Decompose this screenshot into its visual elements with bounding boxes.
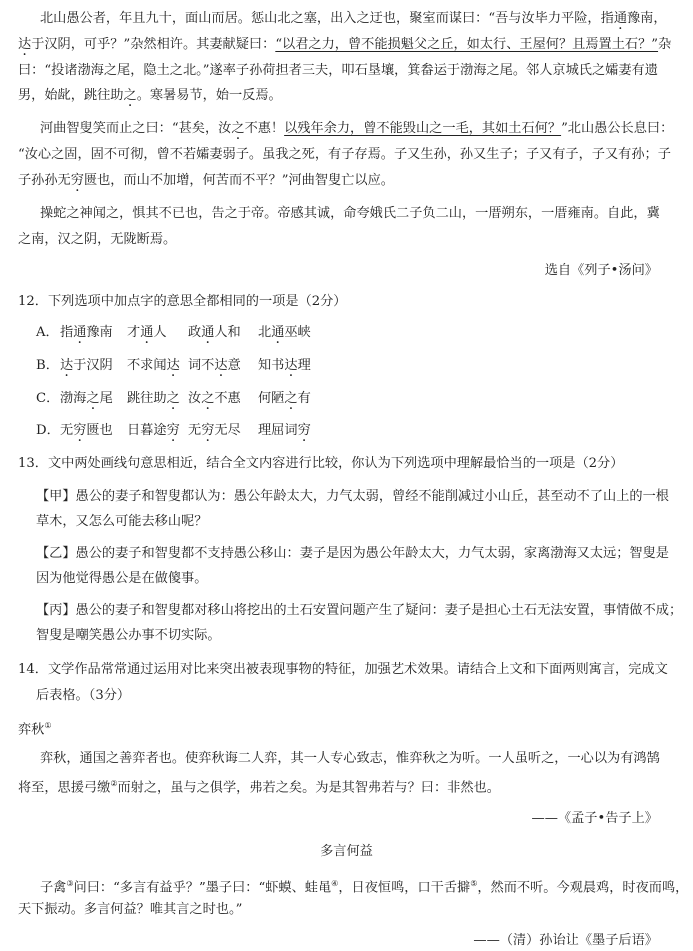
dotted-char: 通 xyxy=(271,325,285,340)
dotted-char: 之 xyxy=(166,391,180,406)
yiqiu-line xyxy=(40,750,660,768)
dotted-char: 达 xyxy=(214,358,228,373)
q12-option-item xyxy=(188,324,241,342)
q12-option-item xyxy=(188,390,241,408)
text-run: 人和 xyxy=(214,325,241,340)
text-run: “汝心之固，固不可彻，曾不若孀妻弱子。虽我之死，有子存焉。子又生孙，孙又生子；子又有子，子又有孙；子 xyxy=(18,147,671,162)
q12-stem: 12．下列选项中加点字的意思全都相同的一项是（2分） xyxy=(18,294,347,309)
dotted-char: 达 xyxy=(60,358,74,373)
dotted-char: 穷 xyxy=(70,173,84,188)
passage-p1-line xyxy=(18,87,282,105)
dotted-char: 之 xyxy=(231,121,245,136)
dotted-char: 通 xyxy=(613,11,627,26)
text-run: 巫峡 xyxy=(284,325,311,340)
dotted-char: 通 xyxy=(201,325,215,340)
text-run: 北山愚公者，年且九十，面山而居。惩山北之塞，出入之迂也，聚室而谋曰：“吾与汝毕力平险，指 xyxy=(40,11,614,26)
text-run: 之南，汉之阴，无陇断焉。 xyxy=(18,232,177,247)
q12-option-item xyxy=(188,357,241,375)
text-run: 曰：“投诸渤海之尾，隐土之北。”遂率子孙荷担者三夫，叩石垦壤，箕畚运于渤海之尾。邻人京城氏之孀妻有遗 xyxy=(18,63,658,78)
text-run: 知书 xyxy=(258,358,285,373)
text-run: 操蛇之神闻之，惧其不已也，告之于帝。帝感其诚，命夸娥氏二子负二山，一厝朔东，一厝雍南。自此，冀 xyxy=(40,206,660,221)
text-run: 人 xyxy=(153,325,167,340)
q13-stem: 13．文中两处画线句意思相近，结合全文内容进行比较，你认为下列选项中理解最恰当的一项是（2分） xyxy=(18,456,624,471)
text-run: 无 xyxy=(188,423,202,438)
q13-option-line: 【甲】愚公的妻子和智叟都认为：愚公年龄太大，力气太弱，曾经不能削减过小山丘，甚至动不了山上的一根 xyxy=(36,489,669,504)
dotted-char: 之 xyxy=(201,391,215,406)
duoyan-title: 多言何益 xyxy=(320,844,373,859)
text-run: 问曰：“多言有益乎？”墨子曰：“虾蟆、蛙黾 xyxy=(73,880,332,896)
underlined-sentence: 以残年余力，曾不能毁山之一毛，其如土石何？ xyxy=(284,121,562,136)
text-run: ③ xyxy=(66,879,74,888)
text-run: 子禽 xyxy=(40,880,67,896)
passage-p3-line xyxy=(18,231,176,249)
text-run: 杂 xyxy=(658,37,672,52)
text-run: 于汉阴 xyxy=(73,358,113,373)
q12-option-item xyxy=(188,422,241,440)
text-run: 无尽 xyxy=(214,423,241,438)
text-run: ，然而不听。今观晨鸡，时夜而鸣， xyxy=(477,880,689,896)
text-run: 不惠！ xyxy=(244,121,285,136)
dotted-char: 穷 xyxy=(201,423,215,438)
dotted-char: 达 xyxy=(18,37,32,52)
dotted-char: 通 xyxy=(73,325,87,340)
passage-source: 选自《列子•汤问》 xyxy=(544,263,658,278)
text-run: 子孙孙无 xyxy=(18,173,71,188)
dotted-char: 达 xyxy=(166,358,180,373)
text-run: 政 xyxy=(188,325,202,340)
dotted-char: 穷 xyxy=(297,423,311,438)
text-run: 汝 xyxy=(188,391,202,406)
dotted-char: 之 xyxy=(284,391,298,406)
text-run: 天下振动。多言何益？唯其言之时也。” xyxy=(18,902,243,917)
q12-option-label: C． xyxy=(36,391,60,406)
passage-p2-line xyxy=(18,172,394,190)
q12-option-item xyxy=(60,422,113,440)
duoyan-line xyxy=(18,901,242,919)
dotted-char: 通 xyxy=(140,325,154,340)
passage-p1-line xyxy=(40,10,667,28)
q12-option-label: B． xyxy=(36,358,59,373)
text-run: 北 xyxy=(258,325,272,340)
text-run: 日暮途 xyxy=(127,423,167,438)
text-run: 跳往助 xyxy=(127,391,167,406)
text-run: 将至，思援弓缴 xyxy=(18,780,111,796)
text-run: 豫南 xyxy=(86,325,113,340)
passage-p3-line xyxy=(40,205,660,223)
text-run: ”北山愚公长息曰： xyxy=(561,121,674,136)
text-run: ② xyxy=(110,779,118,788)
yiqiu-source: ——《孟子•告子上》 xyxy=(531,811,658,826)
duoyan-source: ——（清）孙诒让《墨子后语》 xyxy=(473,933,658,948)
q12-option-item xyxy=(60,324,113,342)
q14-stem: 后表格。（3分） xyxy=(36,688,131,703)
text-run: 男，始龀，跳往助 xyxy=(18,88,124,103)
q13-option-line: 草木，又怎么可能去移山呢？ xyxy=(36,514,208,529)
underlined-sentence: “以君之力，曾不能损魁父之丘，如太行、王屋何？且焉置土石？” xyxy=(275,37,659,52)
yiqiu-title xyxy=(18,717,52,739)
q12-option-item xyxy=(127,324,167,342)
passage-p1-line xyxy=(18,36,671,54)
q12-option-item xyxy=(258,324,311,342)
q12-option-item xyxy=(258,390,311,408)
q13-option-line: 智叟是嘲笑愚公办事不切实际。 xyxy=(36,628,221,643)
dotted-char: 达 xyxy=(284,358,298,373)
q13-option-line: 【乙】愚公的妻子和智叟都不支持愚公移山：妻子是因为愚公年龄太大，力气太弱，家离渤海又太远；智叟是 xyxy=(36,546,669,561)
text-run: 何陋 xyxy=(258,391,285,406)
text-run: 理 xyxy=(297,358,311,373)
text-run: 匮也 xyxy=(86,423,113,438)
text-run: 尾 xyxy=(99,391,113,406)
text-run: 无 xyxy=(60,423,74,438)
q12-option-item xyxy=(60,390,113,408)
text-run: 词不 xyxy=(188,358,215,373)
q12-option-item xyxy=(258,422,311,440)
q12-option-item xyxy=(127,357,180,375)
dotted-char: 穷 xyxy=(166,423,180,438)
yiqiu-line xyxy=(18,775,500,797)
passage-p2-line xyxy=(18,146,671,164)
text-run: 河曲智叟笑而止之曰：“甚矣，汝 xyxy=(40,121,232,136)
q12-option-item xyxy=(258,357,311,375)
dotted-char: 之 xyxy=(86,391,100,406)
dotted-char: 之 xyxy=(123,88,137,103)
q13-option-line: 【丙】愚公的妻子和智叟都对移山将挖出的土石安置问题产生了疑问：妻子是担心土石无法安置，事情做不成； xyxy=(36,603,683,618)
passage-p2-line xyxy=(40,120,673,138)
text-run: ⑤ xyxy=(470,879,478,888)
text-run: 渤海 xyxy=(60,391,87,406)
text-run: 有 xyxy=(297,391,311,406)
text-run: 而射之，虽与之俱学，弗若之矣。为是其智弗若与？曰：非然也。 xyxy=(117,780,500,796)
dotted-char: 穷 xyxy=(73,423,87,438)
q12-option-item xyxy=(127,422,180,440)
passage-p1-line xyxy=(18,62,658,80)
text-run: 才 xyxy=(127,325,141,340)
text-run: 不求闻 xyxy=(127,358,167,373)
text-run: ，日夜恒鸣，口干舌擗 xyxy=(338,880,471,896)
text-run: 。寒暑易节，始一反焉。 xyxy=(136,88,282,103)
text-run: 于汉阴，可乎？”杂然相许。其妻献疑曰： xyxy=(31,37,276,52)
text-run: ④ xyxy=(331,879,339,888)
text-run: ① xyxy=(44,721,52,730)
q14-stem: 14．文学作品常常通过运用对比来突出被表现事物的特征，加强艺术效果。请结合上文和下面两则寓言，完成文 xyxy=(18,662,668,677)
text-run: 匮也，而山不加增，何苦而不平？”河曲智叟亡以应。 xyxy=(83,173,394,188)
q12-option-item xyxy=(127,390,180,408)
text-run: 不惠 xyxy=(214,391,241,406)
text-run: 弈秋 xyxy=(18,722,45,738)
q13-option-line: 因为他觉得愚公是在做傻事。 xyxy=(36,571,208,586)
duoyan-line xyxy=(40,875,688,897)
text-run: 弈秋，通国之善弈者也。使弈秋诲二人弈，其一人专心致志，惟弈秋之为听。一人虽听之，一心以为有鸿鹄 xyxy=(40,751,660,766)
q12-option-label: D． xyxy=(36,423,60,438)
text-run: 豫南， xyxy=(627,11,667,26)
q12-option-item xyxy=(60,357,113,375)
q12-option-label: A． xyxy=(36,325,59,340)
text-run: 指 xyxy=(60,325,74,340)
text-run: 意 xyxy=(227,358,241,373)
text-run: 理屈词 xyxy=(258,423,298,438)
